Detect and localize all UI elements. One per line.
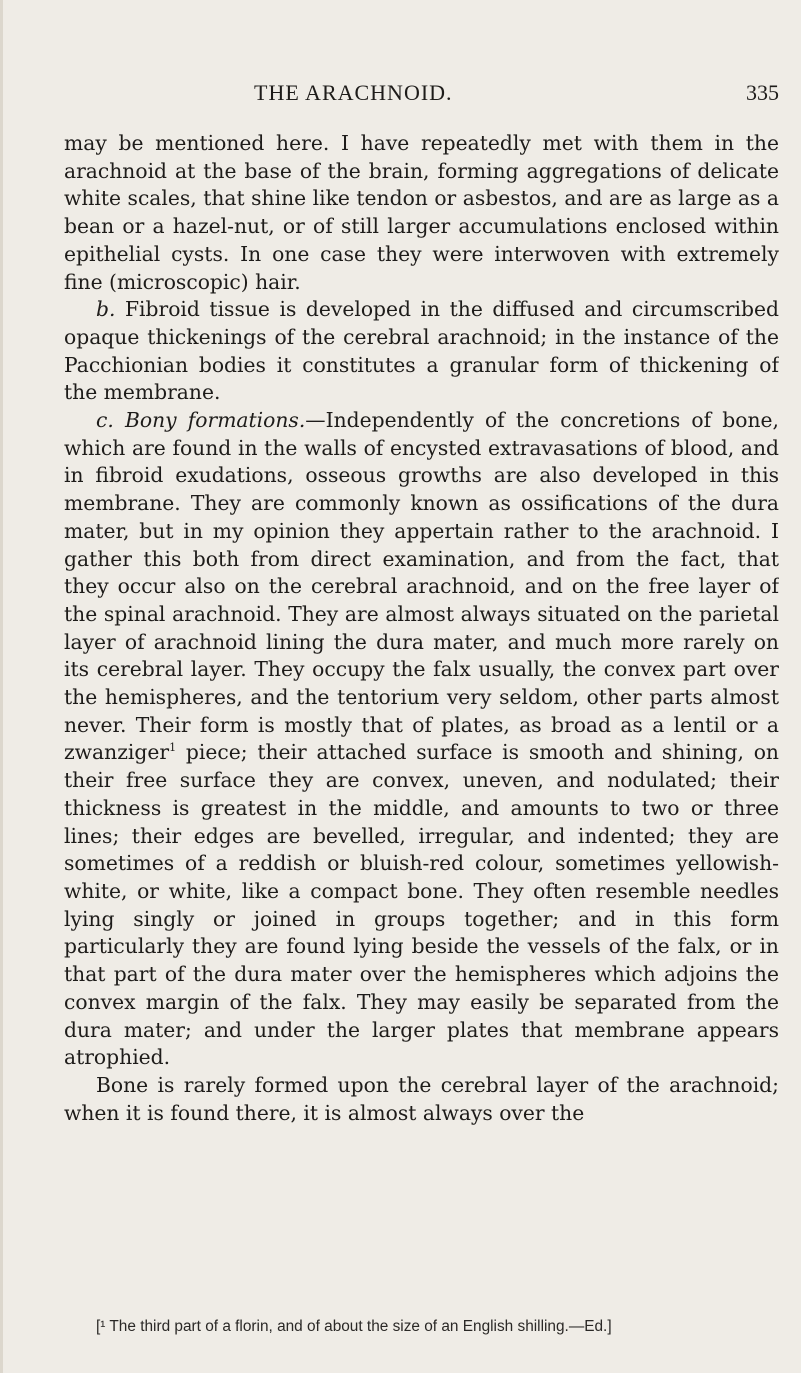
paragraph-4-text: Bone is rarely formed upon the cerebral layer of the arachnoid; when it is found there, it is almost always over the [64,1072,779,1125]
paragraph-c-bony-formations [64,407,779,1072]
body-text [64,130,779,1310]
paragraph-c-text-part-1: —Independently of the concretions of bone, which are found in the walls of encysted extravasations of blood, and in fibroid exudations, osseous growths are also developed in this membrane. They are commonly known as ossifications of the dura mater, but in my opinion they appertain rather to the arachnoid. I gather this both from direct examination, and from the fact, that they occur also on the cerebral arachnoid, and on the free layer of the spinal arachnoid. They are almost always situated on the parietal layer of arachnoid lining the dura mater, and much more rarely on its cerebral layer. They occupy the falx usually, the convex part over the hemispheres, and the tentorium very seldom, other parts almost never. Their form is mostly that of plates, as broad as a lentil or a zwanziger [64,408,779,765]
running-title: THE ARACHNOID. [254,80,453,105]
item-marker-c: c. [96,408,114,433]
running-header [254,80,779,110]
page-number: 335 [746,80,779,105]
page-edge [0,0,3,1373]
paragraph-c-text-part-2: piece; their attached surface is smooth and shining, on their free surface they are convex, uneven, and nodulated; their thickness is greatest in the middle, and amounts to two or three lines; their edges are bevelled, irregular, and indented; they are sometimes of a reddish or bluish-red colour, sometimes yellowish-white, or white, like a compact bone. They often resemble needles lying singly or joined in groups together; and in this form particularly they are found lying beside the vessels of the falx, or in that part of the dura mater over the hemispheres which adjoins the convex margin of the falx. They may easily be separated from the dura mater; and under the larger plates that membrane appears atrophied. [64,740,779,1070]
section-heading-bony-formations: Bony formations. [124,408,306,433]
paragraph-1-text: may be mentioned here. I have repeatedly met with them in the arachnoid at the base of the brain, forming aggregations of delicate white scales, that shine like tendon or asbestos, and are as large as a bean or a hazel-nut, or of still larger accumulations enclosed within epithelial cysts. In one case they were interwoven with extremely fine (microscopic) hair. [64,131,779,294]
paragraph-1 [64,130,779,296]
paragraph-b-fibroid-tissue [64,296,779,407]
footnote: [¹ The third part of a florin, and of about the size of an English shilling.—Ed.] [96,1318,612,1335]
paragraph-b-text: Fibroid tissue is developed in the diffused and circumscribed opaque thickenings of the cerebral arachnoid; in the instance of the Pacchionian bodies it constitutes a granular form of thickening of the membrane. [64,297,779,405]
footnote-reference: 1 [169,741,177,755]
paragraph-bone-cerebral-layer [64,1072,779,1127]
item-marker-b: b. [96,297,116,322]
